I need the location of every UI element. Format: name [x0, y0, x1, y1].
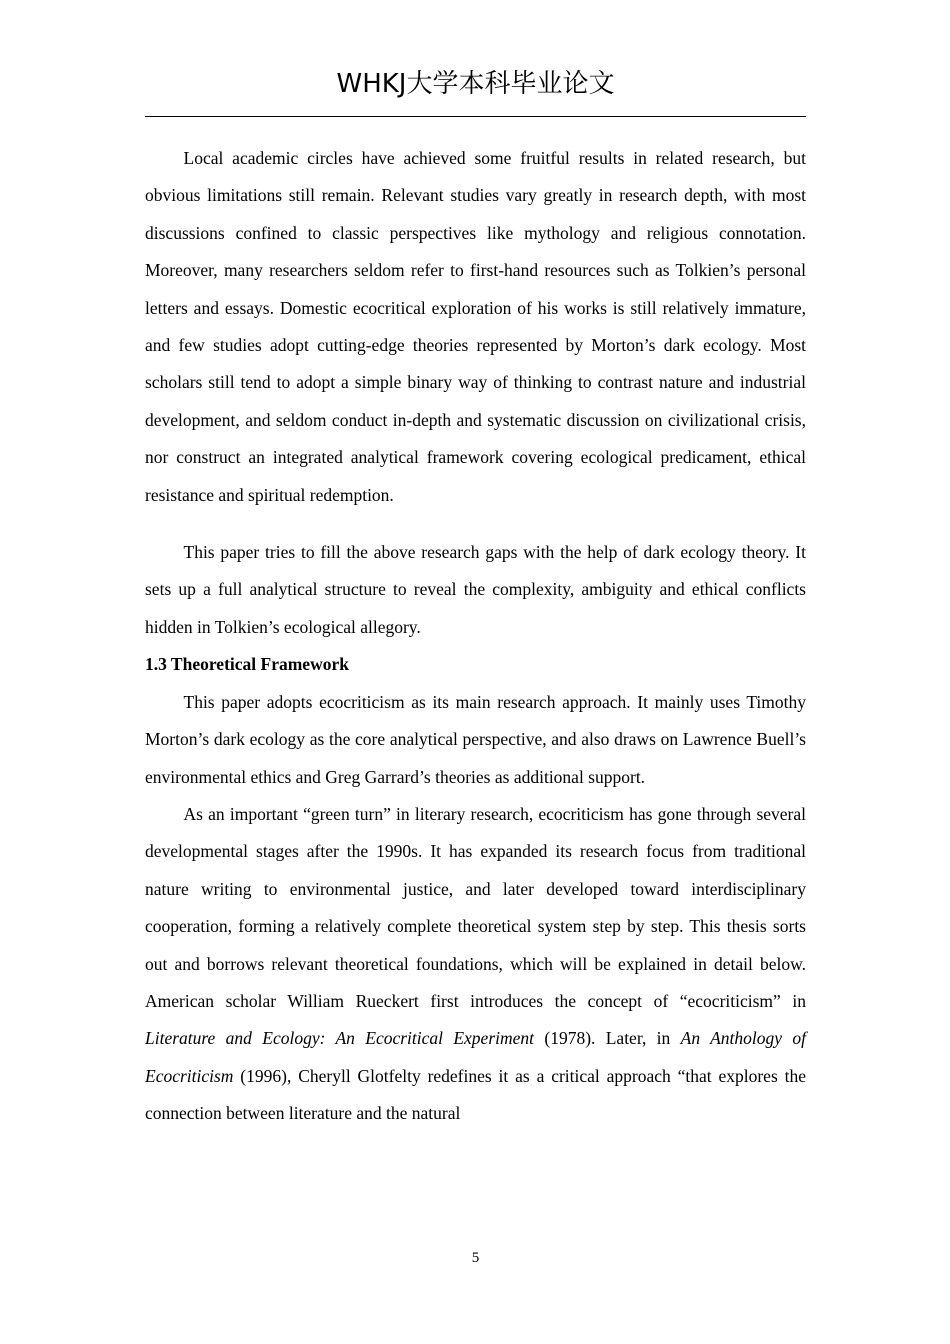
section-heading: 1.3 Theoretical Framework	[145, 654, 349, 675]
book-title: An Anthology of Ecocriticism	[145, 1028, 807, 1086]
paragraph-text: (1978). Later, in	[534, 1028, 681, 1049]
paragraph-research-gap: This paper tries to fill the above research gaps with the help of dark ecology theory. It sets up a full analytical structure to reveal the complexity, ambiguity and ethical conflicts hidden in Tolkien’s ecological allegory.	[145, 542, 806, 637]
page-body	[145, 140, 806, 1133]
paragraph-text: (1996), Cheryll Glotfelty redefines it as a critical approach “that explores the connection between literature and the natural	[145, 1065, 806, 1124]
book-title: Literature and Ecology: An Ecocritical Experiment	[145, 1028, 535, 1049]
running-header: WHKJ大学本科毕业论文	[336, 69, 615, 99]
paragraph-text: As an important “green turn” in literary research, ecocriticism has gone through several developmental stages after the 1990s. It has expanded its research focus from traditional nature writing to environmental justice, and later developed toward interdisciplinary cooperation, forming a relatively complete theoretical system step by step. This thesis sorts out and borrows relevant theoretical foundations, which will be explained in detail below. American scholar William Rueckert first introduces the concept of “ecocriticism” in	[145, 803, 806, 1011]
header-divider	[145, 116, 806, 117]
page-number: 5	[471, 1250, 480, 1266]
paragraph-approach: This paper adopts ecocriticism as its main research approach. It mainly uses Timothy Morton’s dark ecology as the core analytical perspective, and also draws on Lawrence Buell’s environmental ethics and Greg Garrard’s theories as additional support.	[145, 691, 806, 787]
paragraph-ecocriticism	[145, 796, 806, 1133]
paragraph-research-limitations: Local academic circles have achieved some fruitful results in related research, but obvious limitations still remain. Relevant studies vary greatly in research depth, with most discussions confined to classic perspectives like mythology and religious connotation. Moreover, many researchers seldom refer to first-hand resources such as Tolkien’s personal letters and essays. Domestic ecocritical exploration of his works is still relatively immature, and few studies adopt cutting-edge theories represented by Morton’s dark ecology. Most scholars still tend to adopt a simple binary way of thinking to contrast nature and industrial development, and seldom conduct in-depth and systematic discussion on civilizational crisis, nor construct an integrated analytical framework covering ecological predicament, ethical resistance and spiritual redemption.	[145, 148, 806, 505]
